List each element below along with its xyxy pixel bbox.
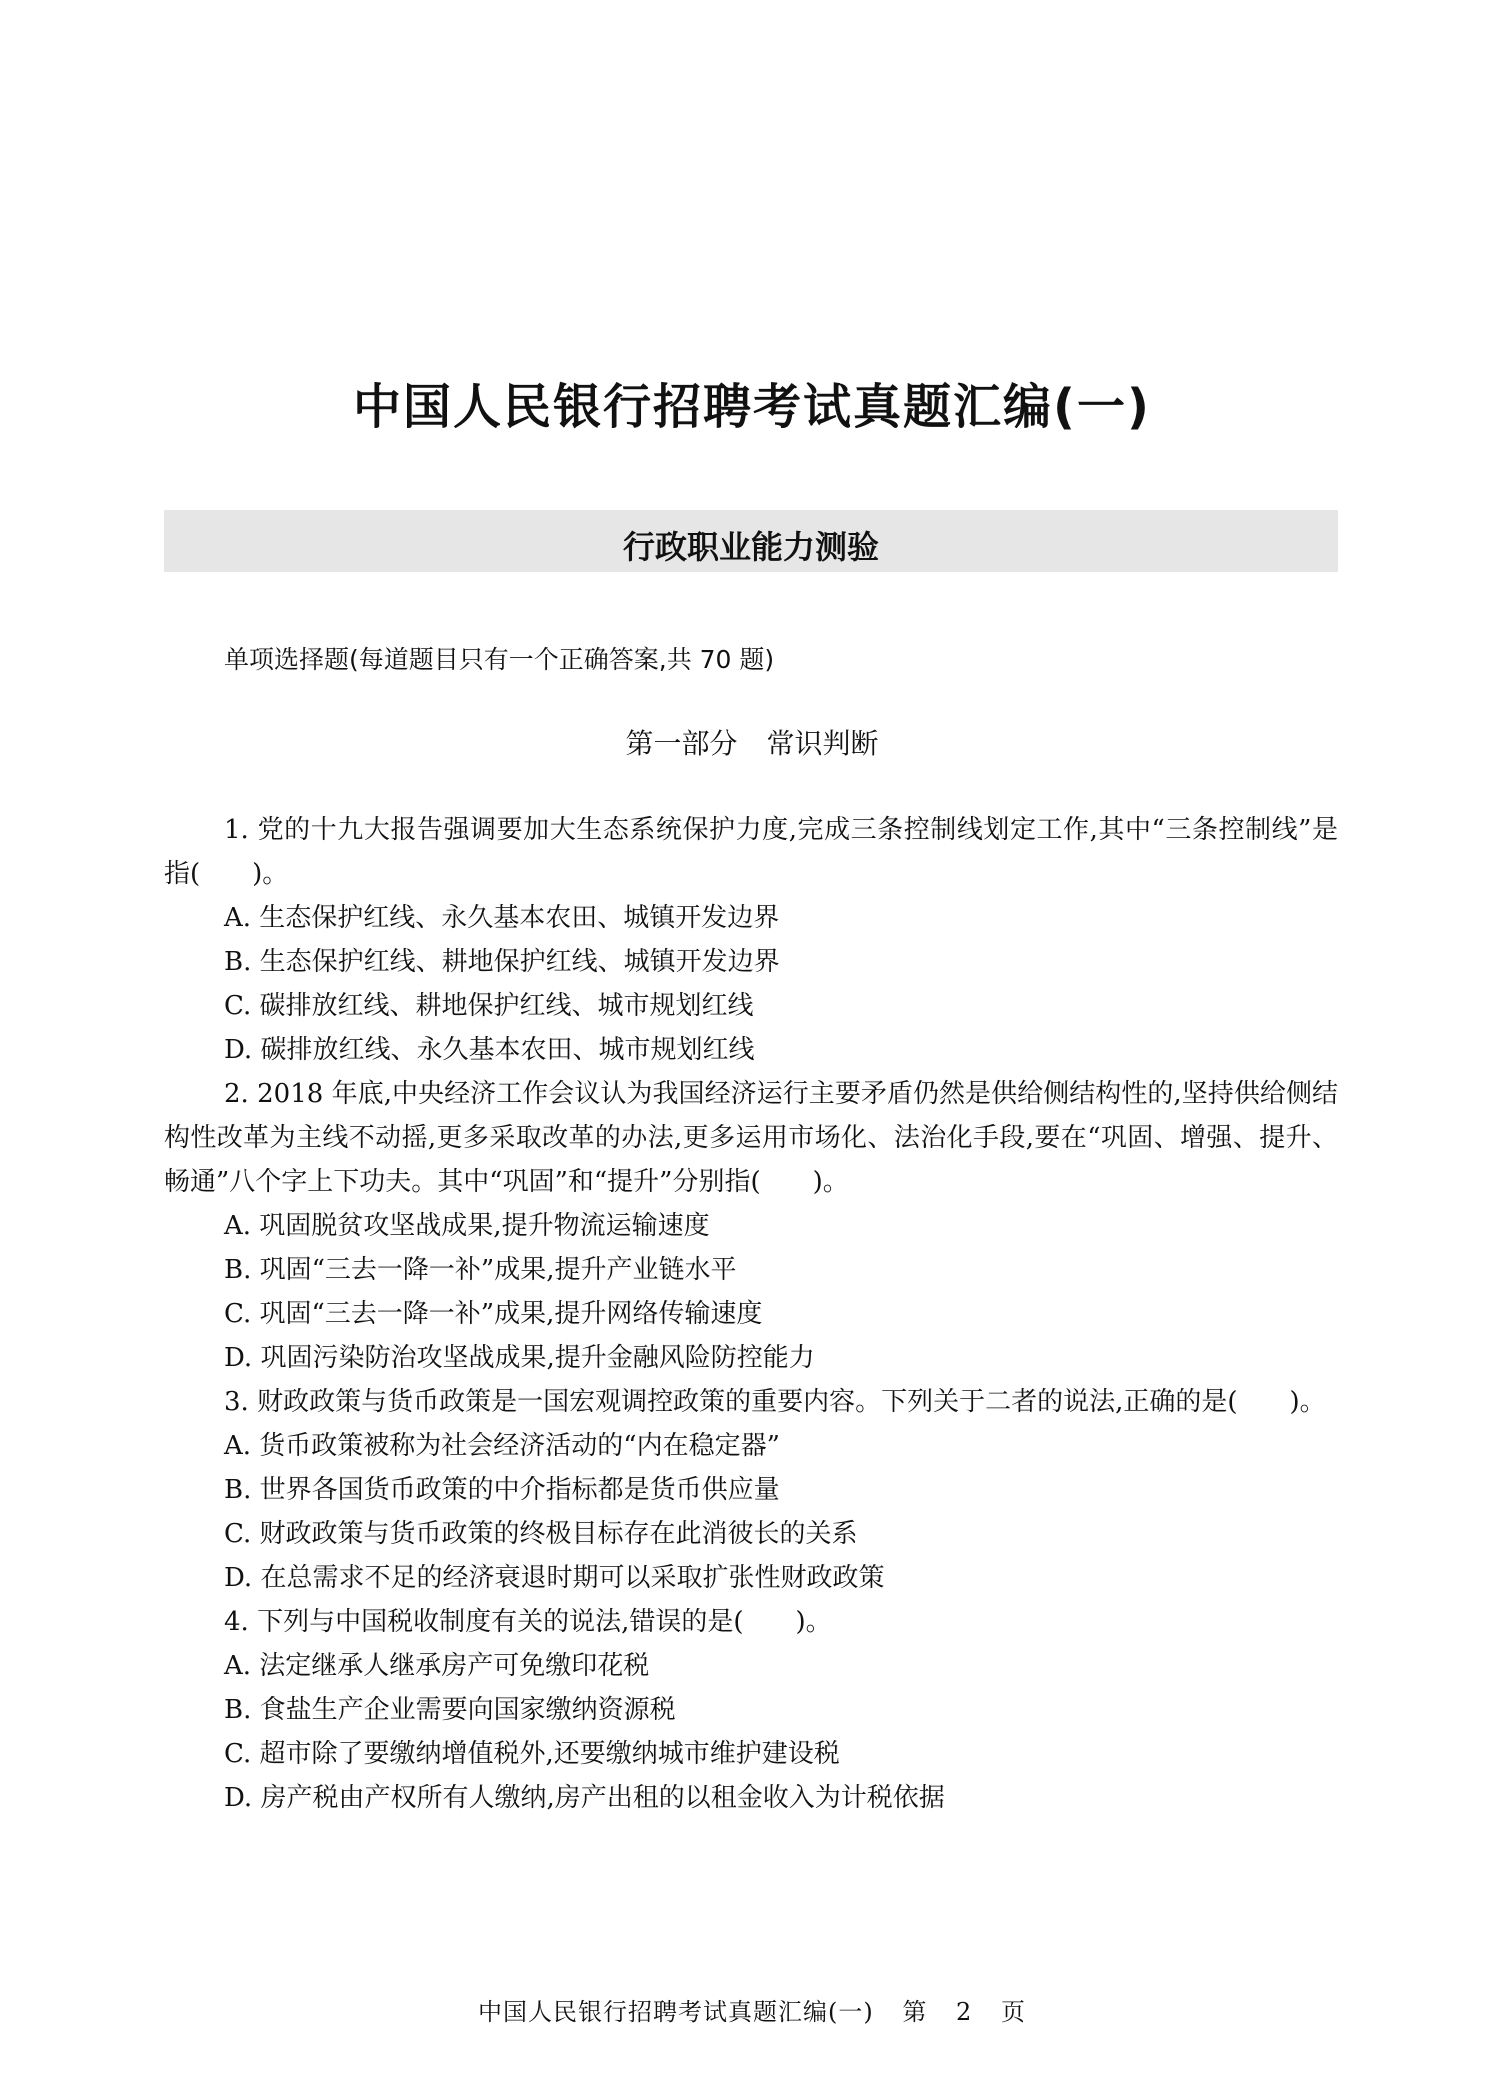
answer-option: C. 财政政策与货币政策的终极目标存在此消彼长的关系 [224,1519,858,1549]
document-title: 中国人民银行招聘考试真题汇编(一) [353,379,1151,435]
answer-option: A. 巩固脱贫攻坚战成果,提升物流运输速度 [224,1211,710,1241]
footer-page-prefix: 第 [902,1998,928,2026]
question-item [164,1380,1338,1600]
answer-option: B. 生态保护红线、耕地保护红线、城镇开发边界 [224,947,780,977]
answer-option: C. 碳排放红线、耕地保护红线、城市规划红线 [224,991,754,1021]
question-stem: 2. 2018 年底,中央经济工作会议认为我国经济运行主要矛盾仍然是供给侧结构性的,坚持供给侧结构性改革为主线不动摇,更多采取改革的办法,更多运用市场化、法治化手段,要在“巩固、增强、提升、畅通”八个字上下功夫。其中“巩固”和“提升”分别指( )。 [164,1079,1338,1197]
question-item [164,1072,1338,1380]
answer-option: D. 在总需求不足的经济衰退时期可以采取扩张性财政政策 [224,1563,885,1593]
answer-option: D. 碳排放红线、永久基本农田、城市规划红线 [224,1035,755,1065]
question-item [164,1600,1338,1820]
answer-option: C. 超市除了要缴纳增值税外,还要缴纳城市维护建设税 [224,1739,840,1769]
question-stem: 4. 下列与中国税收制度有关的说法,错误的是( )。 [224,1607,832,1637]
footer-page-suffix: 页 [1000,1998,1026,2026]
question-stem: 1. 党的十九大报告强调要加大生态系统保护力度,完成三条控制线划定工作,其中“三条控制线”是指( )。 [164,815,1338,889]
answer-option: A. 货币政策被称为社会经济活动的“内在稳定器” [224,1431,780,1461]
footer-page-number: 2 [956,1998,973,2026]
question-item [164,808,1338,1072]
part-heading: 第一部分 常识判断 [625,727,879,760]
question-stem: 3. 财政政策与货币政策是一国宏观调控政策的重要内容。下列关于二者的说法,正确的是( )。 [224,1387,1326,1417]
section-header-band [164,510,1338,572]
answer-option: B. 巩固“三去一降一补”成果,提升产业链水平 [224,1255,737,1285]
answer-option: A. 法定继承人继承房产可免缴印花税 [224,1651,650,1681]
question-instructions: 单项选择题(每道题目只有一个正确答案,共 70 题) [224,645,775,674]
question-list [164,808,1338,1820]
answer-option: D. 房产税由产权所有人缴纳,房产出租的以租金收入为计税依据 [224,1783,945,1813]
page-footer [0,1992,1504,2027]
section-title: 行政职业能力测验 [622,528,879,566]
answer-option: A. 生态保护红线、永久基本农田、城镇开发边界 [224,903,780,933]
answer-option: B. 食盐生产企业需要向国家缴纳资源税 [224,1695,676,1725]
footer-title: 中国人民银行招聘考试真题汇编(一) [478,1998,874,2026]
answer-option: C. 巩固“三去一降一补”成果,提升网络传输速度 [224,1299,763,1329]
answer-option: B. 世界各国货币政策的中介指标都是货币供应量 [224,1475,780,1505]
answer-option: D. 巩固污染防治攻坚战成果,提升金融风险防控能力 [224,1343,815,1373]
